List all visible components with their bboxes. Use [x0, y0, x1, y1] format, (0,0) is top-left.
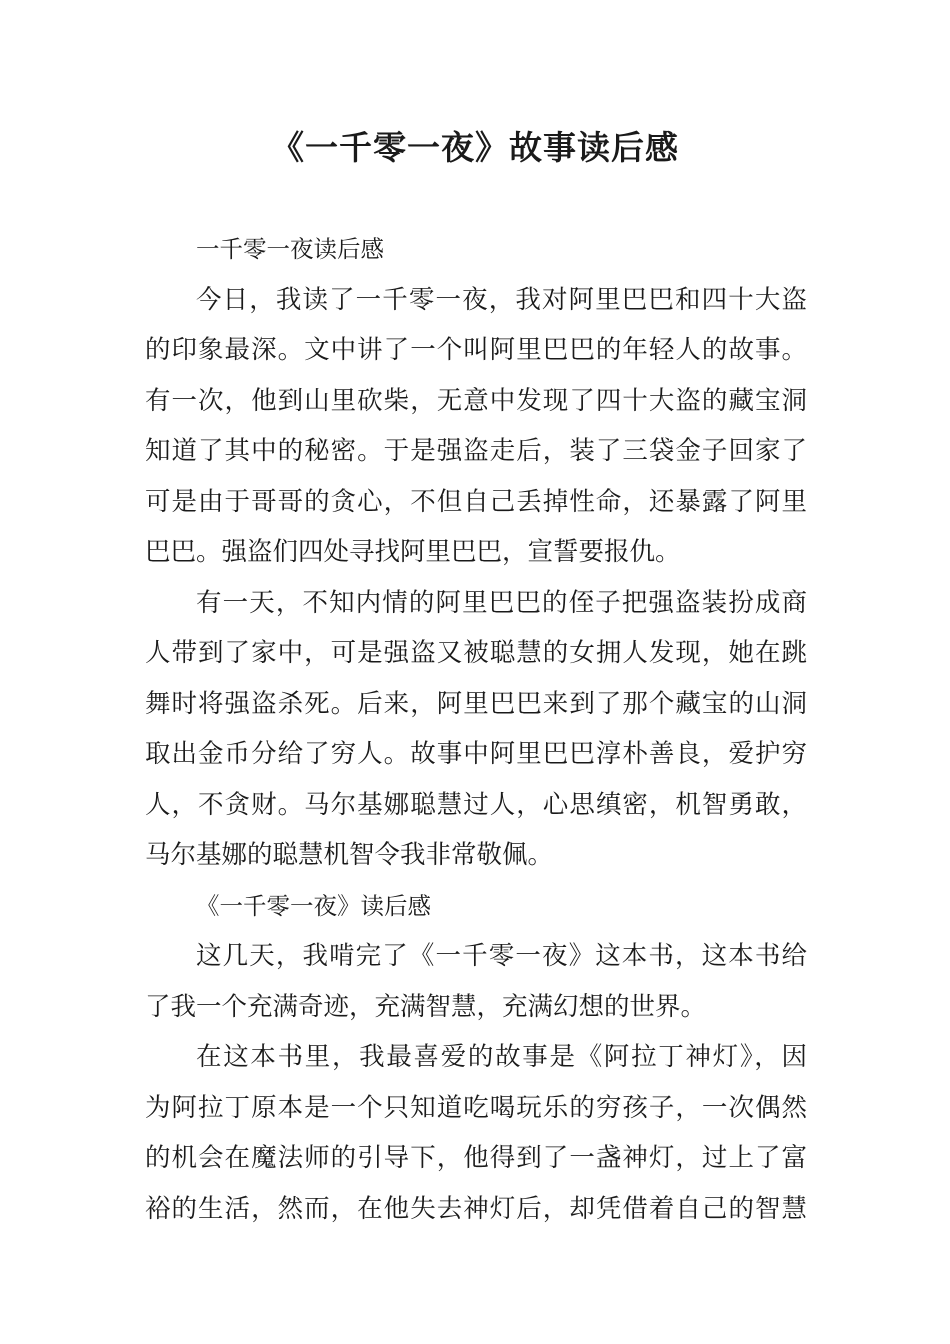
paragraph-line: 马尔基娜的聪慧机智令我非常敬佩。 — [145, 840, 554, 870]
paragraph-line: 可是由于哥哥的贪心，不但自己丢掉性命，还暴露了阿里 — [145, 486, 807, 517]
paragraph-line: 取出金币分给了穷人。故事中阿里巴巴淳朴善良，爱护穷 — [145, 739, 807, 769]
paragraph-line: 有一天，不知内情的阿里巴巴的侄子把强盗装扮成商 — [196, 587, 807, 618]
paragraph-line: 知道了其中的秘密。于是强盗走后，装了三袋金子回家了 — [145, 436, 807, 466]
paragraph-line: 人带到了家中，可是强盗又被聪慧的女拥人发现，她在跳 — [145, 638, 807, 668]
paragraph-line: 裕的生活，然而，在他失去神灯后，却凭借着自己的智慧 — [145, 1193, 807, 1224]
paragraph-line: 巴巴。强盗们四处寻找阿里巴巴，宣誓要报仇。 — [145, 537, 681, 567]
paragraph-line: 这几天，我啃完了《一千零一夜》这本书，这本书给 — [196, 941, 807, 971]
document-title: 《一千零一夜》故事读后感 — [271, 128, 679, 167]
paragraph-line: 舞时将强盗杀死。后来，阿里巴巴来到了那个藏宝的山洞 — [145, 688, 807, 719]
paragraph-line: 为阿拉丁原本是一个只知道吃喝玩乐的穷孩子，一次偶然 — [145, 1092, 807, 1123]
paragraph-line: 今日，我读了一千零一夜，我对阿里巴巴和四十大盗 — [196, 284, 807, 315]
paragraph-line: 的印象最深。文中讲了一个叫阿里巴巴的年轻人的故事。 — [145, 335, 807, 365]
paragraph-line: 在这本书里，我最喜爱的故事是《阿拉丁神灯》，因 — [196, 1042, 807, 1072]
paragraph-line: 人，不贪财。马尔基娜聪慧过人，心思缜密，机智勇敢， — [145, 789, 807, 820]
section-heading: 一千零一夜读后感 — [196, 235, 384, 263]
paragraph-line: 的机会在魔法师的引导下，他得到了一盏神灯，过上了富 — [145, 1143, 807, 1173]
section-heading: 《一千零一夜》读后感 — [196, 891, 431, 920]
paragraph-line: 有一次，他到山里砍柴，无意中发现了四十大盗的藏宝洞 — [145, 385, 807, 416]
document-body — [145, 224, 807, 1234]
paragraph-line: 了我一个充满奇迹，充满智慧，充满幻想的世界。 — [145, 991, 707, 1022]
